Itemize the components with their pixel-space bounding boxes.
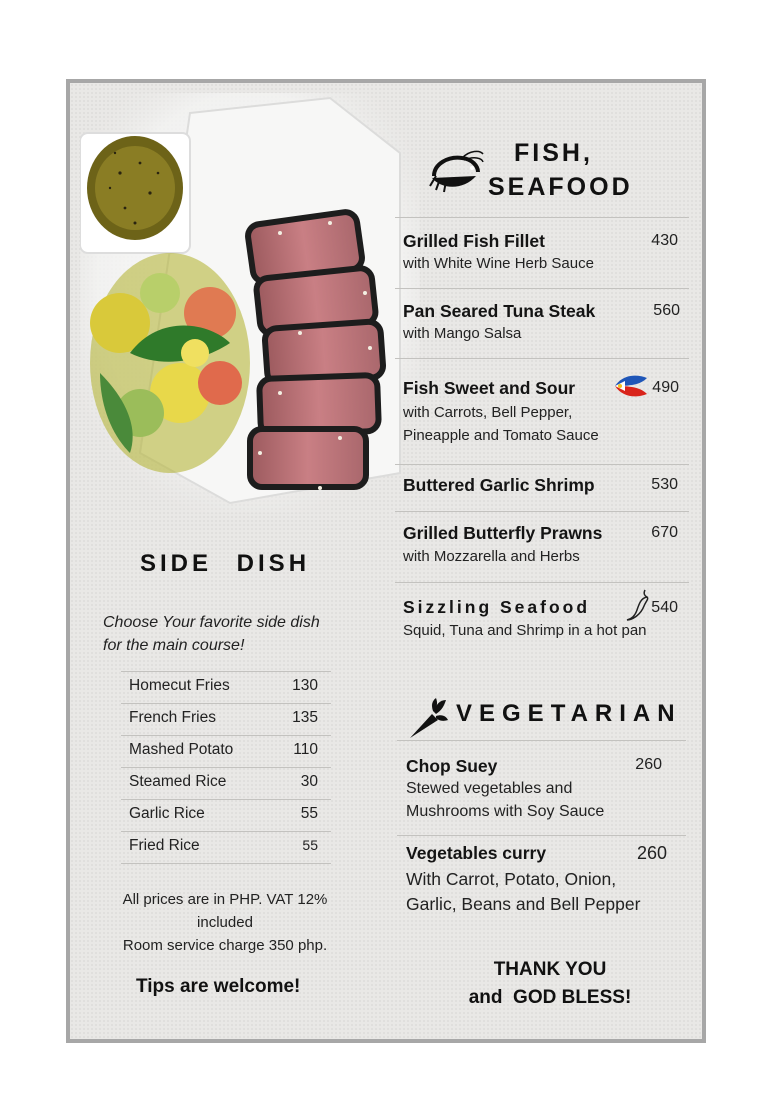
fish-seafood-heading bbox=[488, 136, 633, 204]
item-desc: Stewed vegetables and bbox=[406, 780, 573, 797]
tips-note: Tips are welcome! bbox=[136, 976, 301, 997]
item-price: 670 bbox=[651, 524, 678, 541]
thank-you-note bbox=[450, 956, 650, 1012]
divider bbox=[397, 740, 686, 741]
side-dish-name: French Fries bbox=[129, 709, 216, 726]
carrot-icon bbox=[406, 698, 448, 740]
fish-heading-line1: FISH, bbox=[514, 139, 593, 167]
item-price: 260 bbox=[635, 756, 662, 773]
divider bbox=[395, 217, 689, 218]
side-dish-price: 55 bbox=[300, 805, 318, 822]
divider bbox=[395, 288, 689, 289]
divider bbox=[395, 511, 689, 512]
item-name: Sizzling Seafood bbox=[403, 597, 591, 617]
side-dish-name: Mashed Potato bbox=[129, 741, 234, 758]
side-dish-heading: SIDE DISH bbox=[140, 550, 311, 577]
side-dish-name: Fried Rice bbox=[129, 837, 200, 854]
fish-heading-line2: SEAFOOD bbox=[488, 173, 633, 201]
list-item bbox=[121, 671, 331, 703]
item-name: Buttered Garlic Shrimp bbox=[403, 475, 595, 495]
side-dish-name: Steamed Rice bbox=[129, 773, 227, 790]
side-dish-price: 55 bbox=[302, 837, 318, 853]
item-price: 260 bbox=[636, 843, 667, 863]
item-price: 490 bbox=[652, 379, 679, 396]
divider bbox=[397, 835, 686, 836]
item-price: 430 bbox=[651, 232, 678, 249]
item-name: Chop Suey bbox=[406, 756, 498, 776]
list-item bbox=[121, 735, 331, 767]
item-desc: Pineapple and Tomato Sauce bbox=[403, 427, 599, 444]
item-desc: With Carrot, Potato, Onion, bbox=[406, 869, 617, 889]
item-name: Pan Seared Tuna Steak bbox=[403, 301, 596, 321]
side-dish-price: 130 bbox=[292, 677, 318, 694]
item-name: Fish Sweet and Sour bbox=[403, 378, 576, 398]
food-photo bbox=[80, 93, 420, 513]
item-price: 560 bbox=[653, 302, 680, 319]
item-name: Grilled Butterfly Prawns bbox=[403, 523, 603, 543]
item-desc: with Mozzarella and Herbs bbox=[403, 548, 580, 565]
item-price: 530 bbox=[651, 476, 678, 493]
shrimp-icon bbox=[428, 146, 484, 194]
side-dish-name: Garlic Rice bbox=[129, 805, 205, 822]
side-dish-price: 110 bbox=[293, 741, 318, 758]
price-note-line1: All prices are in PHP. VAT 12% included bbox=[122, 891, 328, 931]
list-item bbox=[121, 831, 331, 864]
item-name: Grilled Fish Fillet bbox=[403, 231, 545, 251]
item-desc: Mushrooms with Soy Sauce bbox=[406, 803, 605, 820]
divider bbox=[395, 358, 689, 359]
list-item bbox=[121, 767, 331, 799]
item-desc: Garlic, Beans and Bell Pepper bbox=[406, 894, 641, 914]
item-desc: with Carrots, Bell Pepper, bbox=[403, 404, 573, 421]
divider bbox=[395, 464, 689, 465]
side-dish-price: 30 bbox=[300, 773, 318, 790]
item-price: 540 bbox=[651, 599, 678, 616]
price-note-line2: Room service charge 350 php. bbox=[122, 937, 328, 954]
divider bbox=[395, 582, 689, 583]
item-desc: with Mango Salsa bbox=[403, 325, 522, 342]
vegetarian-heading: VEGETARIAN bbox=[456, 700, 682, 727]
item-name: Vegetables curry bbox=[406, 843, 547, 863]
side-dish-name: Homecut Fries bbox=[129, 677, 230, 694]
side-dish-price: 135 bbox=[292, 709, 318, 726]
item-desc: with White Wine Herb Sauce bbox=[403, 255, 594, 272]
side-dish-intro: Choose Your favorite side dish for the main course! bbox=[103, 614, 320, 654]
list-item bbox=[121, 703, 331, 735]
item-desc: Squid, Tuna and Shrimp in a hot pan bbox=[403, 622, 647, 639]
price-note bbox=[96, 888, 354, 957]
thank-you-line2: and GOD BLESS! bbox=[468, 987, 632, 1008]
thank-you-line1: THANK YOU bbox=[493, 959, 607, 980]
list-item bbox=[121, 799, 331, 831]
